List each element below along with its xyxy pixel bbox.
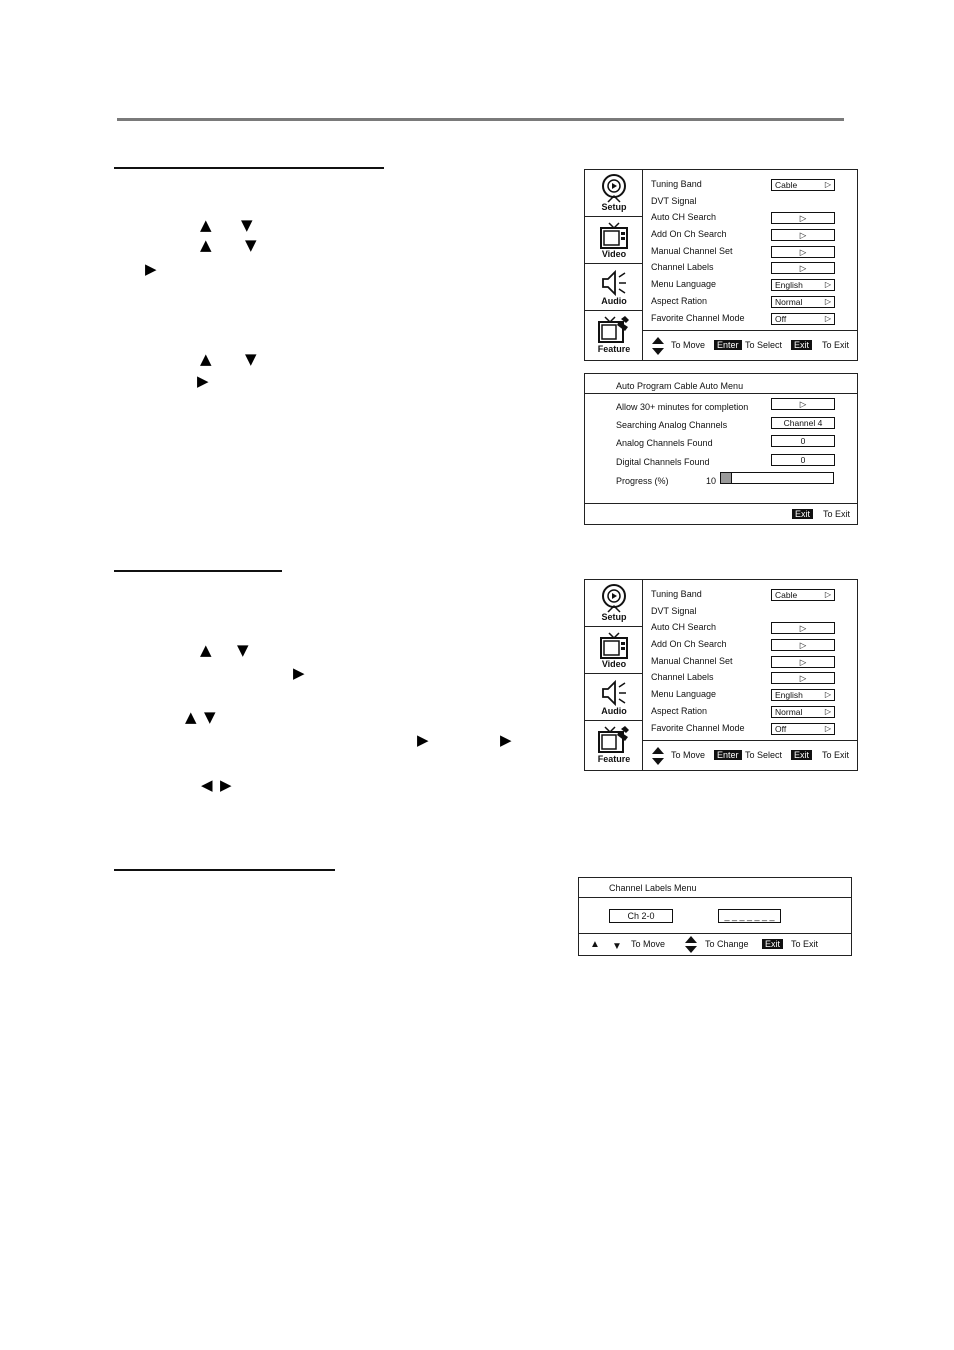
menu-value: Off — [775, 313, 787, 324]
menu-item-favorite-channel-mode[interactable] — [651, 310, 849, 327]
right-arrow-icon: ▷ — [824, 280, 831, 290]
digital-label: Digital Channels Found — [616, 457, 710, 467]
menu-item-channel-labels[interactable] — [651, 259, 849, 276]
up-down-arrow-icon — [685, 936, 697, 953]
tab-video[interactable] — [585, 217, 643, 264]
footer-move-label: To Move — [671, 750, 706, 760]
right-arrow-icon: ▷ — [824, 723, 831, 733]
menu-item-auto-ch-search[interactable] — [651, 209, 849, 226]
menu-item-label: Manual Channel Set — [651, 655, 733, 666]
analog-value: 0 — [771, 435, 835, 447]
menu-value-box[interactable] — [771, 706, 835, 718]
right-arrow-icon: ▷ — [824, 690, 831, 700]
up-arrow-icon: ▲ — [200, 350, 212, 368]
menu-value: English — [775, 280, 803, 291]
channel-labels-title: Channel Labels Menu — [579, 878, 851, 898]
menu-item-label: Menu Language — [651, 689, 717, 700]
searching-value: Channel 4 — [771, 417, 835, 429]
analog-label: Analog Channels Found — [616, 438, 713, 448]
footer-change-label: To Change — [705, 939, 749, 949]
down-arrow-icon: ▼ — [237, 641, 249, 659]
tab-audio-label: Audio — [601, 706, 627, 716]
footer-select-label: To Select — [745, 340, 783, 350]
tab-audio-label: Audio — [601, 296, 627, 306]
right-arrow-icon: ▶ — [293, 664, 305, 682]
tab-setup[interactable] — [585, 170, 643, 217]
right-arrow-icon: ▶ — [197, 372, 209, 390]
exit-key-badge: Exit — [791, 340, 812, 350]
menu-value-box[interactable] — [771, 262, 835, 274]
menu-value-box[interactable] — [771, 622, 835, 634]
right-arrow-icon: ▶ — [145, 260, 157, 278]
enter-key-badge: Enter — [714, 340, 742, 350]
feature-tv-icon — [597, 725, 631, 755]
auto-program-title: Auto Program Cable Auto Menu — [585, 374, 857, 394]
section-heading-underline — [114, 167, 384, 169]
menu-item-label: Favorite Channel Mode — [651, 312, 745, 323]
right-arrow-icon: ▷ — [824, 313, 831, 323]
menu-item-dvt-signal[interactable] — [651, 193, 849, 210]
menu-item-label: Tuning Band — [651, 589, 702, 599]
menu-value: Cable — [775, 590, 798, 600]
footer-exit-label: To Exit — [822, 750, 850, 760]
right-arrow-icon: ▷ — [799, 673, 807, 684]
menu-tabs — [585, 170, 643, 360]
tab-setup-label: Setup — [601, 612, 627, 622]
tab-feature-label: Feature — [597, 754, 631, 764]
menu-item-add-on-ch-search[interactable] — [651, 636, 849, 653]
tv-icon — [599, 631, 629, 661]
menu-item-label: Add On Ch Search — [651, 229, 727, 240]
exit-key-badge: Exit — [792, 509, 813, 519]
menu-item-dvt-signal[interactable] — [651, 603, 849, 620]
right-arrow-icon: ▷ — [799, 656, 807, 667]
right-arrow-icon: ▷ — [799, 230, 807, 241]
down-arrow-icon: ▼ — [241, 216, 253, 234]
digital-value: 0 — [771, 454, 835, 466]
menu-item-auto-ch-search[interactable] — [651, 619, 849, 636]
up-arrow-icon: ▲ — [200, 236, 212, 254]
menu-item-label: Menu Language — [651, 279, 717, 290]
menu-item-tuning-band[interactable] — [651, 586, 849, 603]
footer-select-label: To Select — [745, 750, 783, 760]
menu-value-box[interactable] — [771, 723, 835, 735]
channel-label-input[interactable]: _ _ _ _ _ _ _ — [718, 909, 781, 923]
menu-value-box[interactable] — [771, 279, 835, 291]
up-arrow-icon: ▲ — [590, 939, 600, 950]
right-arrow-icon: ▷ — [799, 399, 807, 409]
speaker-icon — [599, 678, 629, 708]
menu-item-label: Auto CH Search — [651, 622, 717, 633]
right-arrow-icon: ▷ — [799, 623, 807, 634]
tab-audio[interactable] — [585, 674, 643, 721]
down-arrow-icon: ▼ — [245, 236, 257, 254]
footer-move-label: To Move — [671, 340, 706, 350]
right-arrow-icon: ▷ — [799, 246, 807, 257]
up-down-arrow-icon — [652, 747, 664, 765]
tv-icon — [599, 221, 629, 251]
menu-item-label: Add On Ch Search — [651, 639, 727, 650]
menu-item-favorite-channel-mode[interactable] — [651, 720, 849, 737]
menu-value-box[interactable] — [771, 296, 835, 308]
menu-item-label: DVT Signal — [651, 195, 697, 206]
auto-program-panel — [584, 373, 858, 525]
section-heading-underline — [114, 570, 282, 572]
progress-label: Progress (%) — [616, 476, 669, 486]
up-arrow-icon: ▲ — [200, 641, 212, 659]
right-arrow-icon: ▷ — [824, 180, 831, 189]
tab-video-label: Video — [601, 249, 627, 259]
menu-item-channel-labels[interactable] — [651, 669, 849, 686]
menu-items — [651, 176, 849, 326]
speaker-icon — [599, 268, 629, 298]
auto-program-footer — [585, 503, 857, 524]
right-arrow-icon: ▶ — [220, 776, 232, 794]
footer-exit-label: To Exit — [822, 340, 850, 350]
down-arrow-icon: ▼ — [612, 941, 622, 952]
up-down-arrow-icon — [652, 337, 664, 355]
exit-key-badge: Exit — [791, 750, 812, 760]
progress-value: 10 — [706, 476, 717, 486]
right-arrow-icon: ▷ — [799, 640, 807, 651]
allow-label: Allow 30+ minutes for completion — [616, 402, 749, 412]
menu-footer — [643, 330, 857, 360]
tab-video-label: Video — [601, 659, 627, 669]
allow-value-box[interactable] — [771, 398, 835, 410]
menu-item-label: Auto CH Search — [651, 212, 717, 223]
menu-item-label: Favorite Channel Mode — [651, 722, 745, 733]
setup-icon — [600, 584, 628, 614]
down-arrow-icon: ▼ — [204, 708, 216, 726]
right-arrow-icon: ▶ — [417, 731, 429, 749]
menu-value-box[interactable] — [771, 672, 835, 684]
up-arrow-icon: ▲ — [200, 216, 212, 234]
menu-item-label: Aspect Ration — [651, 705, 708, 716]
menu-item-add-on-ch-search[interactable] — [651, 226, 849, 243]
menu-item-menu-language[interactable] — [651, 686, 849, 703]
left-arrow-icon: ◀ — [201, 776, 213, 794]
menu-item-aspect-ration[interactable] — [651, 703, 849, 720]
right-arrow-icon: ▷ — [824, 590, 831, 599]
header-rule — [117, 118, 844, 121]
menu-value-box[interactable] — [771, 313, 835, 325]
section-heading-underline — [114, 869, 335, 871]
menu-value: Normal — [775, 296, 803, 307]
channel-labels-panel — [578, 877, 852, 956]
setup-menu-panel — [584, 169, 858, 361]
tab-audio[interactable] — [585, 264, 643, 311]
footer-exit-label: To Exit — [791, 939, 819, 949]
menu-item-label: Manual Channel Set — [651, 245, 733, 256]
menu-value-box[interactable] — [771, 179, 835, 191]
menu-value-box[interactable] — [771, 656, 835, 668]
menu-value-box[interactable] — [771, 589, 835, 601]
right-arrow-icon: ▷ — [824, 296, 831, 306]
menu-value: Normal — [775, 706, 803, 717]
menu-item-manual-channel-set[interactable] — [651, 243, 849, 260]
right-arrow-icon: ▷ — [799, 263, 807, 274]
menu-tabs — [585, 580, 643, 770]
menu-item-label: Tuning Band — [651, 179, 702, 189]
down-arrow-icon: ▼ — [245, 350, 257, 368]
tab-setup[interactable] — [585, 580, 643, 627]
menu-value: English — [775, 690, 803, 701]
menu-value-box[interactable] — [771, 212, 835, 224]
menu-items — [651, 586, 849, 736]
menu-item-menu-language[interactable] — [651, 276, 849, 293]
footer-move-label: To Move — [631, 939, 666, 949]
channel-number-box[interactable]: Ch 2-0 — [609, 909, 673, 923]
tab-feature-label: Feature — [597, 344, 631, 354]
menu-value-box[interactable] — [771, 229, 835, 241]
menu-item-aspect-ration[interactable] — [651, 293, 849, 310]
tab-video[interactable] — [585, 627, 643, 674]
right-arrow-icon: ▷ — [824, 706, 831, 716]
menu-item-manual-channel-set[interactable] — [651, 653, 849, 670]
menu-value: Cable — [775, 180, 798, 190]
setup-menu-panel-2 — [584, 579, 858, 771]
menu-item-label: DVT Signal — [651, 605, 697, 616]
menu-item-label: Channel Labels — [651, 672, 714, 683]
menu-value-box[interactable] — [771, 639, 835, 651]
enter-key-badge: Enter — [714, 750, 742, 760]
menu-footer — [643, 740, 857, 770]
menu-value-box[interactable] — [771, 689, 835, 701]
menu-value-box[interactable] — [771, 246, 835, 258]
tab-feature[interactable] — [585, 721, 643, 768]
menu-item-label: Aspect Ration — [651, 295, 708, 306]
progress-bar — [720, 472, 834, 484]
setup-icon — [600, 174, 628, 204]
tab-setup-label: Setup — [601, 202, 627, 212]
footer-exit-label: To Exit — [823, 509, 851, 519]
channel-labels-footer — [579, 933, 851, 955]
feature-tv-icon — [597, 315, 631, 345]
exit-key-badge: Exit — [762, 939, 783, 949]
right-arrow-icon: ▶ — [500, 731, 512, 749]
menu-item-label: Channel Labels — [651, 262, 714, 273]
tab-feature[interactable] — [585, 311, 643, 358]
searching-label: Searching Analog Channels — [616, 420, 728, 430]
menu-value: Off — [775, 723, 787, 734]
menu-item-tuning-band[interactable] — [651, 176, 849, 193]
progress-bar-fill — [721, 473, 732, 483]
up-arrow-icon: ▲ — [185, 708, 197, 726]
right-arrow-icon: ▷ — [799, 213, 807, 224]
